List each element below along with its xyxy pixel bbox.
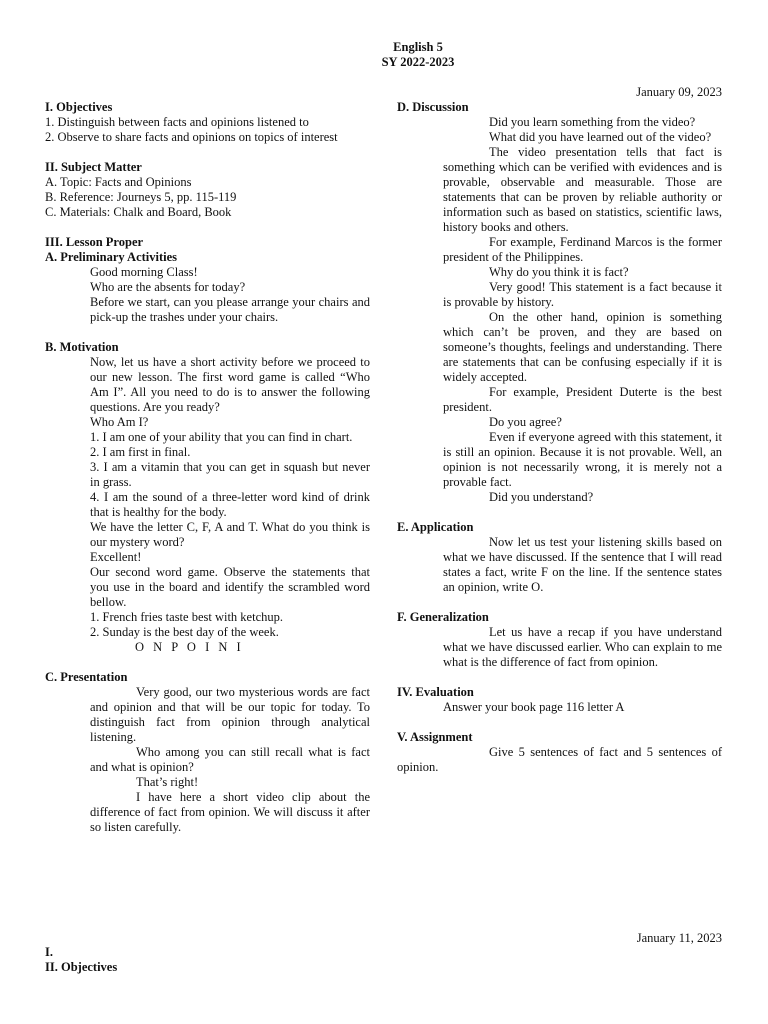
subject-matter-item: B. Reference: Journeys 5, pp. 115-119 xyxy=(45,190,237,204)
document-header xyxy=(0,40,768,70)
motivation-heading: B. Motivation xyxy=(45,340,119,354)
prelim-line: Before we start, can you please arrange your chairs and pick-up the trashes under your chairs. xyxy=(90,295,370,324)
next-objectives-heading: II. Objectives xyxy=(45,960,118,974)
lesson-proper-heading: III. Lesson Proper xyxy=(45,235,144,249)
discussion-paragraph: For example, Ferdinand Marcos is the former president of the Philippines. xyxy=(443,235,722,264)
school-year: SY 2022-2023 xyxy=(381,55,455,69)
preliminary-activities-heading: A. Preliminary Activities xyxy=(45,250,178,264)
generalization-heading: F. Generalization xyxy=(397,610,489,624)
motivation-line: Our second word game. Observe the statements that you use in the board and identify the scrambled word bellow. xyxy=(90,565,370,609)
presentation-paragraph: Very good, our two mysterious words are fact and opinion and that will be our topic for today. To distinguish fact from opinion through analytical listening. xyxy=(90,685,370,744)
motivation-line: 2. Sunday is the best day of the week. xyxy=(90,625,279,639)
discussion-paragraph: Do you agree? xyxy=(489,415,562,429)
left-column xyxy=(45,100,370,835)
discussion-paragraph: On the other hand, opinion is something which can’t be proven, and they are based on someone’s thoughts, feelings and understanding. There are statements that can be confusing especially if it is widely accepted. xyxy=(443,310,722,384)
next-lesson-start xyxy=(45,945,117,975)
presentation-paragraph: Who among you can still recall what is fact and what is opinion? xyxy=(90,745,370,774)
assignment-text: Give 5 sentences of fact and 5 sentences of opinion. xyxy=(397,745,722,774)
objective-item: 1. Distinguish between facts and opinions listened to xyxy=(45,115,309,129)
scrambled-word: O N P O I N I xyxy=(135,640,244,654)
assignment-heading: V. Assignment xyxy=(397,730,473,744)
discussion-paragraph: For example, President Duterte is the best president. xyxy=(443,385,722,414)
discussion-paragraph: Did you understand? xyxy=(489,490,594,504)
objectives-heading: I. Objectives xyxy=(45,100,113,114)
subject-title: English 5 xyxy=(393,40,443,54)
subject-matter-heading: II. Subject Matter xyxy=(45,160,142,174)
motivation-line: 1. I am one of your ability that you can find in chart. xyxy=(90,430,353,444)
discussion-paragraph: Even if everyone agreed with this statement, it is still an opinion. Because it is not provable. Well, an opinion is not necessarily wrong, it is merely not a provable fact. xyxy=(443,430,722,489)
generalization-text: Let us have a recap if you have understand what we have discussed earlier. Who can explain to me what is the difference of fact from opinion. xyxy=(443,625,722,669)
presentation-heading: C. Presentation xyxy=(45,670,128,684)
motivation-line: 2. I am first in final. xyxy=(90,445,191,459)
next-lesson-line: I. xyxy=(45,945,53,959)
motivation-line: 1. French fries taste best with ketchup. xyxy=(90,610,284,624)
motivation-line: 3. I am a vitamin that you can get in squash but never in grass. xyxy=(90,460,370,489)
motivation-line: Now, let us have a short activity before we proceed to our new lesson. The first word game is called “Who Am I”. All you need to do is to answer the following questions. Are you ready? xyxy=(90,355,370,414)
lesson-date-1: January 09, 2023 xyxy=(636,85,722,99)
motivation-line: Who Am I? xyxy=(90,415,149,429)
application-heading: E. Application xyxy=(397,520,474,534)
motivation-line: Excellent! xyxy=(90,550,142,564)
prelim-line: Good morning Class! xyxy=(90,265,198,279)
evaluation-text: Answer your book page 116 letter A xyxy=(443,700,625,714)
prelim-line: Who are the absents for today? xyxy=(90,280,246,294)
objective-item: 2. Observe to share facts and opinions on topics of interest xyxy=(45,130,338,144)
discussion-paragraph: The video presentation tells that fact is something which can be verified with evidences and is provable, observable and measurable. Those are statements that can be proven by reliable authority or information such as based on statistics, scientific laws, history books and others. xyxy=(443,145,722,234)
lesson-date-2: January 11, 2023 xyxy=(636,931,722,945)
evaluation-heading: IV. Evaluation xyxy=(397,685,474,699)
discussion-paragraph: Did you learn something from the video? xyxy=(489,115,696,129)
discussion-paragraph: Why do you think it is fact? xyxy=(489,265,629,279)
subject-matter-item: C. Materials: Chalk and Board, Book xyxy=(45,205,232,219)
discussion-heading: D. Discussion xyxy=(397,100,469,114)
subject-matter-item: A. Topic: Facts and Opinions xyxy=(45,175,192,189)
application-text: Now let us test your listening skills based on what we have discussed. If the sentence that I will read states a fact, write F on the line. If the sentence states an opinion, write O. xyxy=(443,535,722,594)
motivation-line: We have the letter C, F, A and T. What do you think is our mystery word? xyxy=(90,520,370,549)
motivation-line: 4. I am the sound of a three-letter word kind of drink that is healthy for the body. xyxy=(90,490,370,519)
discussion-paragraph: Very good! This statement is a fact because it is provable by history. xyxy=(443,280,722,309)
presentation-paragraph: That’s right! xyxy=(136,775,199,789)
presentation-paragraph: I have here a short video clip about the difference of fact from opinion. We will discuss it after so listen carefully. xyxy=(90,790,370,834)
discussion-paragraph: What did you have learned out of the video? xyxy=(489,130,712,144)
right-column xyxy=(397,100,722,775)
